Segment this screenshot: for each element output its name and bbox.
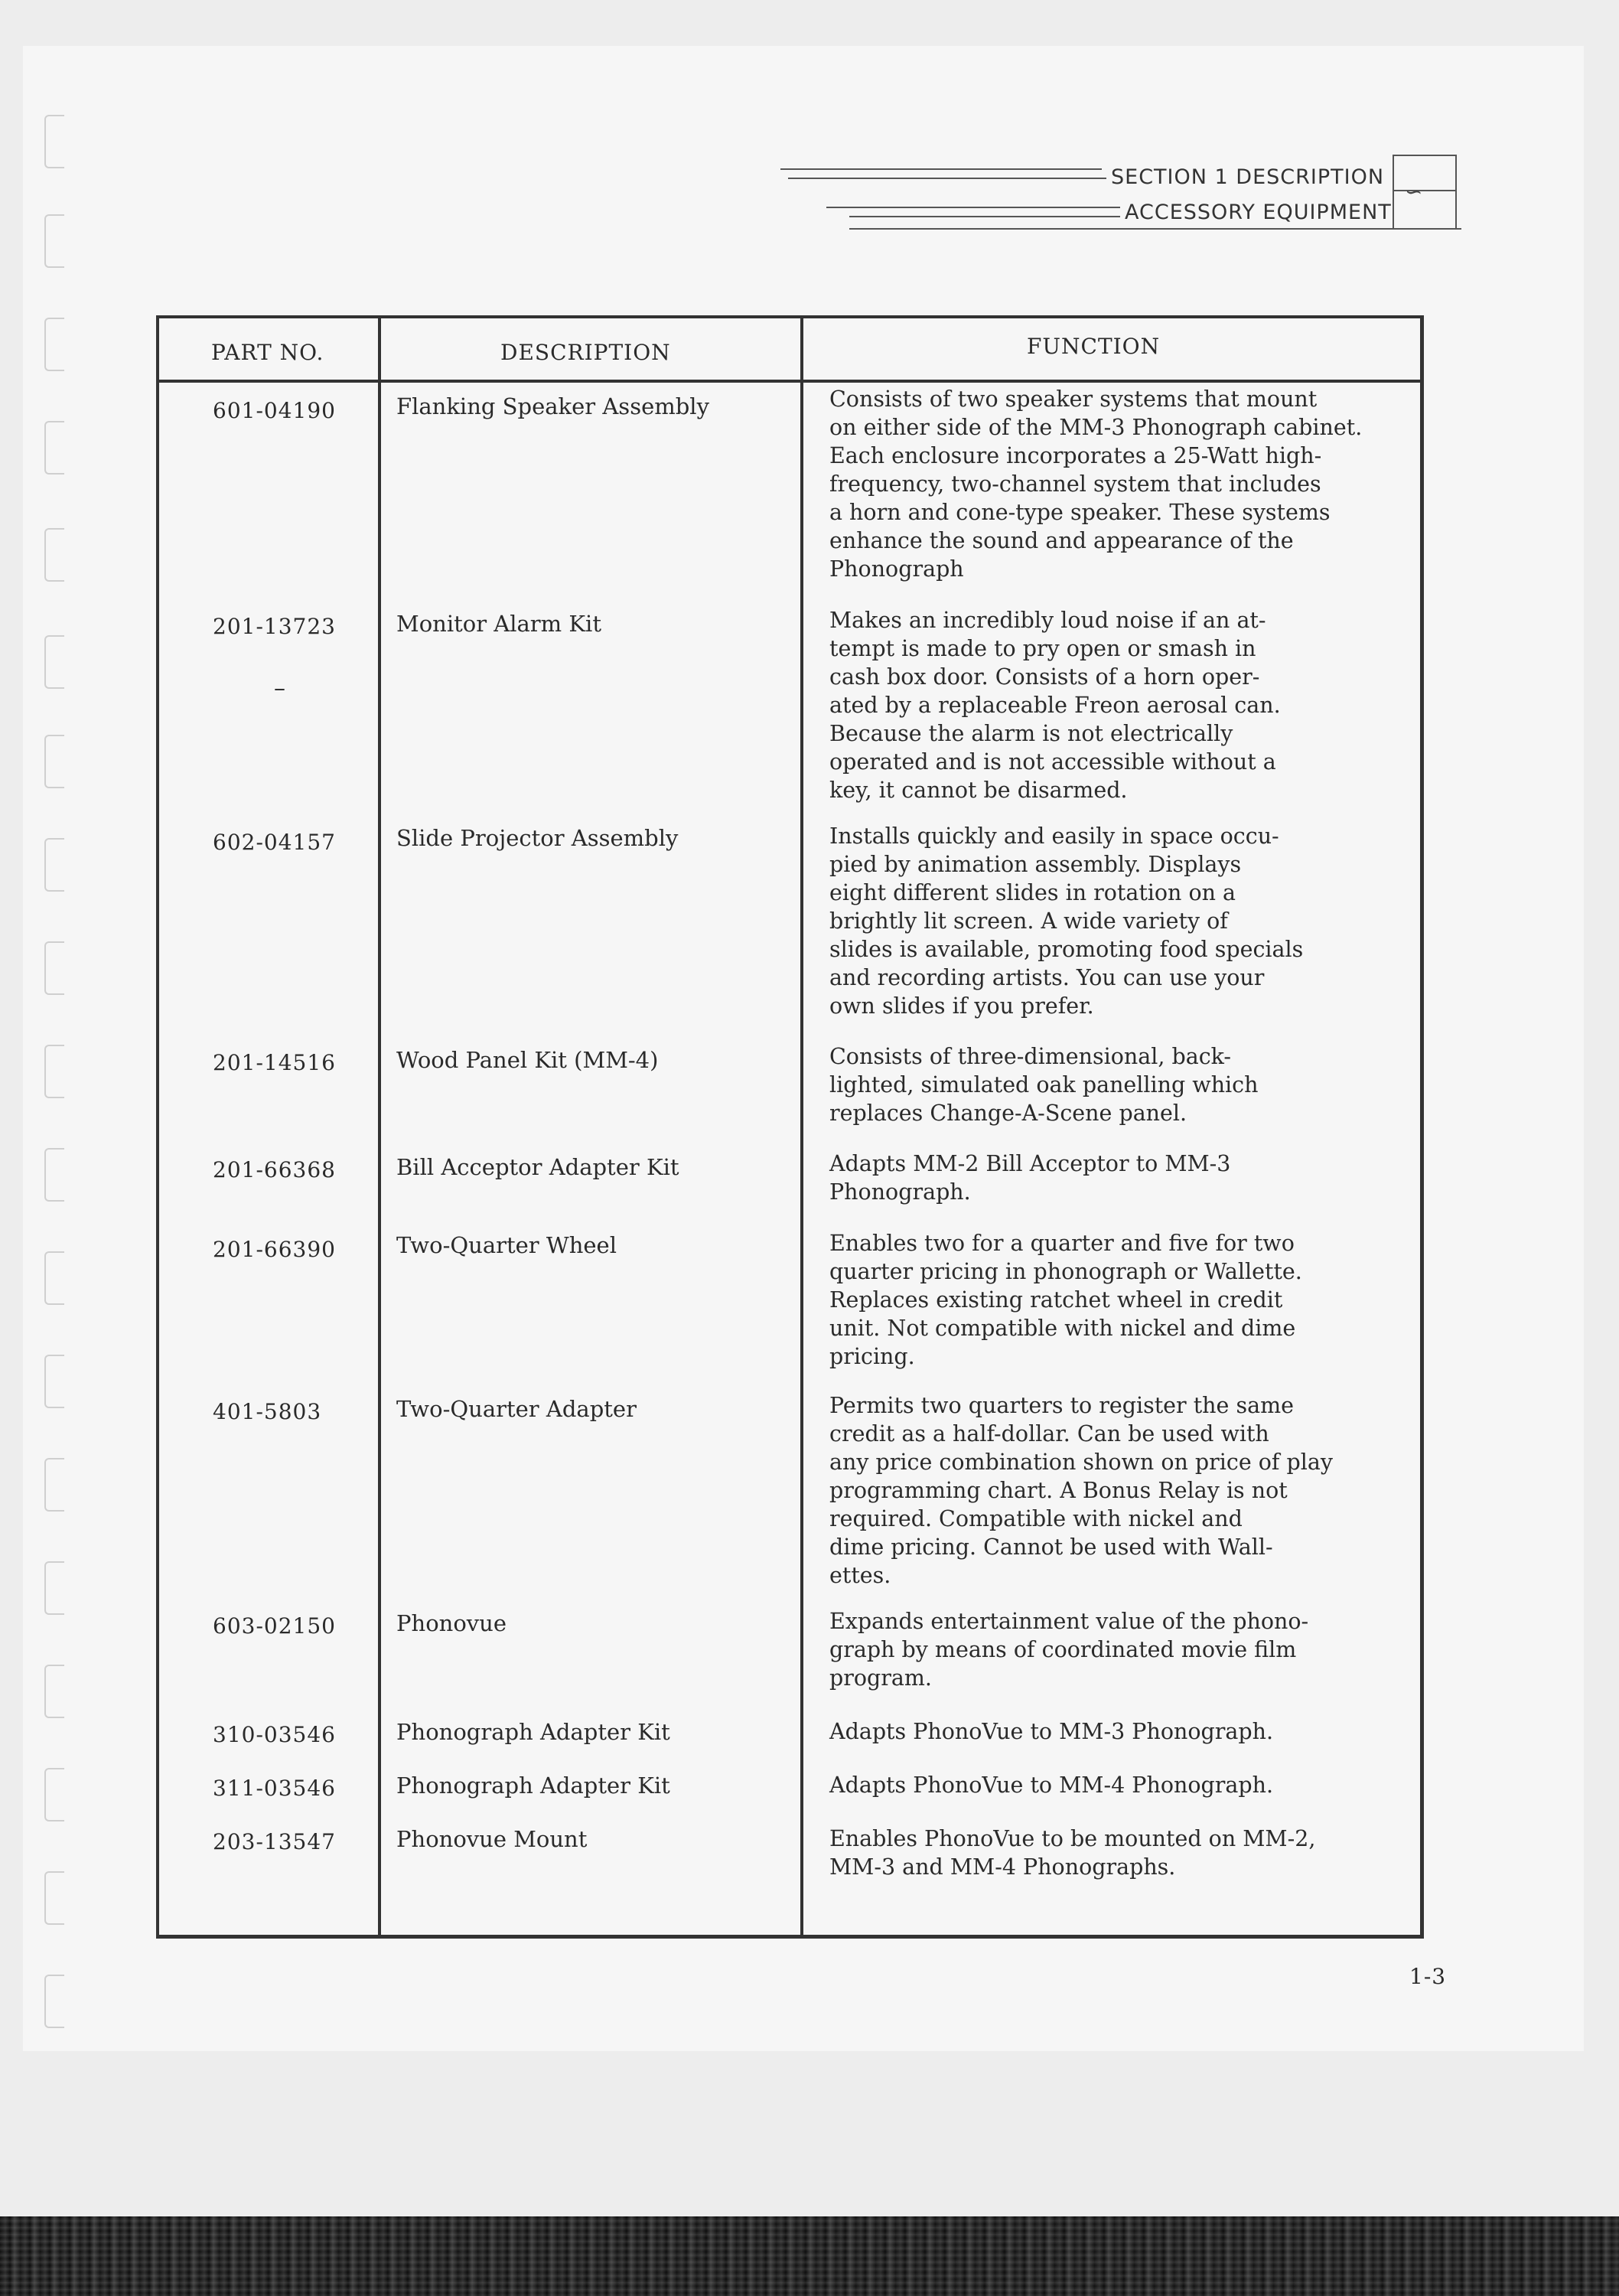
item-function: Adapts PhonoVue to MM-4 Phonograph. [829,1773,1274,1798]
item-function: Consists of two speaker systems that mount on either side of the MM-3 Phonograph cabinet. Each enclosure incorporates a 25-Watt high- frequency, two-channel system that includes a horn and cone-type speaker. These systems enhance the sound and appearance of the Phonograph [829,386,1363,582]
part-number: 311-03546 [213,1776,336,1801]
item-function: Permits two quarters to register the same credit as a half-dollar. Can be used with any price combination shown on price of play programming chart. A Bonus Relay is not required. Compatible with nickel and dime pricing. Cannot be used with Wall- ettes. [829,1393,1333,1588]
column-divider [378,318,381,1935]
part-number: 401-5803 [213,1399,322,1424]
part-number: 310-03546 [213,1722,336,1747]
item-description: Two-Quarter Wheel [396,1232,617,1258]
part-number: 602-04157 [213,830,336,855]
part-number: 201-66368 [213,1157,336,1182]
item-function: Installs quickly and easily in space occu- pied by animation assembly. Displays eight different slides in rotation on a brightly lit screen. A wide variety of slides is available, promoting food specials and recording artists. You can use your own slides if you prefer. [829,823,1304,1019]
item-function: Enables PhonoVue to be mounted on MM-2, MM-3 and MM-4 Phonographs. [829,1826,1316,1880]
section-title: SECTION 1 DESCRIPTION [1106,165,1389,189]
part-number: 603-02150 [213,1613,336,1639]
part-number: 203-13547 [213,1829,336,1854]
item-function: Adapts PhonoVue to MM-3 Phonograph. [829,1719,1274,1744]
item-description: Phonovue [396,1610,507,1636]
item-function: Expands entertainment value of the phono- graph by means of coordinated movie film program. [829,1609,1309,1691]
accessory-table [156,315,1424,1939]
item-description: Flanking Speaker Assembly [396,393,709,419]
table-header-row [159,318,1420,383]
item-description: Two-Quarter Adapter [396,1396,637,1422]
column-header-part: PART NO. [211,340,324,365]
scan-artifact-bar [0,2216,1619,2296]
item-description: Phonograph Adapter Kit [396,1773,670,1799]
squiggle-mark-icon: ∽ [1405,179,1423,204]
item-function: Makes an incredibly loud noise if an at- tempt is made to pry open or smash in cash box door. Consists of a horn oper- ated by a replaceable Freon aerosal can. Because the alarm is not electrically operated and is not accessible without a key, it cannot be disarmed. [829,608,1281,803]
item-function: Adapts MM-2 Bill Acceptor to MM-3 Phonograph. [829,1151,1231,1205]
section-subtitle: ACCESSORY EQUIPMENT [1120,201,1396,224]
column-header-function: FUNCTION [1027,334,1161,359]
part-number: 201-13723 [213,614,336,639]
item-description: Monitor Alarm Kit [396,611,601,637]
binder-holes [44,115,75,2074]
section-header [780,153,1461,245]
item-description: Wood Panel Kit (MM-4) [396,1047,659,1073]
part-number: 601-04190 [213,398,336,423]
item-description: Bill Acceptor Adapter Kit [396,1154,679,1180]
item-description: Slide Projector Assembly [396,825,679,851]
column-divider [800,318,803,1935]
item-function: Enables two for a quarter and five for two quarter pricing in phonograph or Wallette. Replaces existing ratchet wheel in credit unit. Not compatible with nickel and dime pricing. [829,1231,1302,1369]
item-function: Consists of three-dimensional, back- lighted, simulated oak panelling which replaces Change-A-Scene panel. [829,1044,1259,1126]
part-number: 201-14516 [213,1050,336,1075]
item-description: Phonovue Mount [396,1826,588,1852]
page-number: 1-3 [1409,1964,1447,1989]
dash-mark: – [274,675,285,702]
part-number: 201-66390 [213,1237,336,1262]
column-header-description: DESCRIPTION [500,340,671,365]
item-description: Phonograph Adapter Kit [396,1719,670,1745]
